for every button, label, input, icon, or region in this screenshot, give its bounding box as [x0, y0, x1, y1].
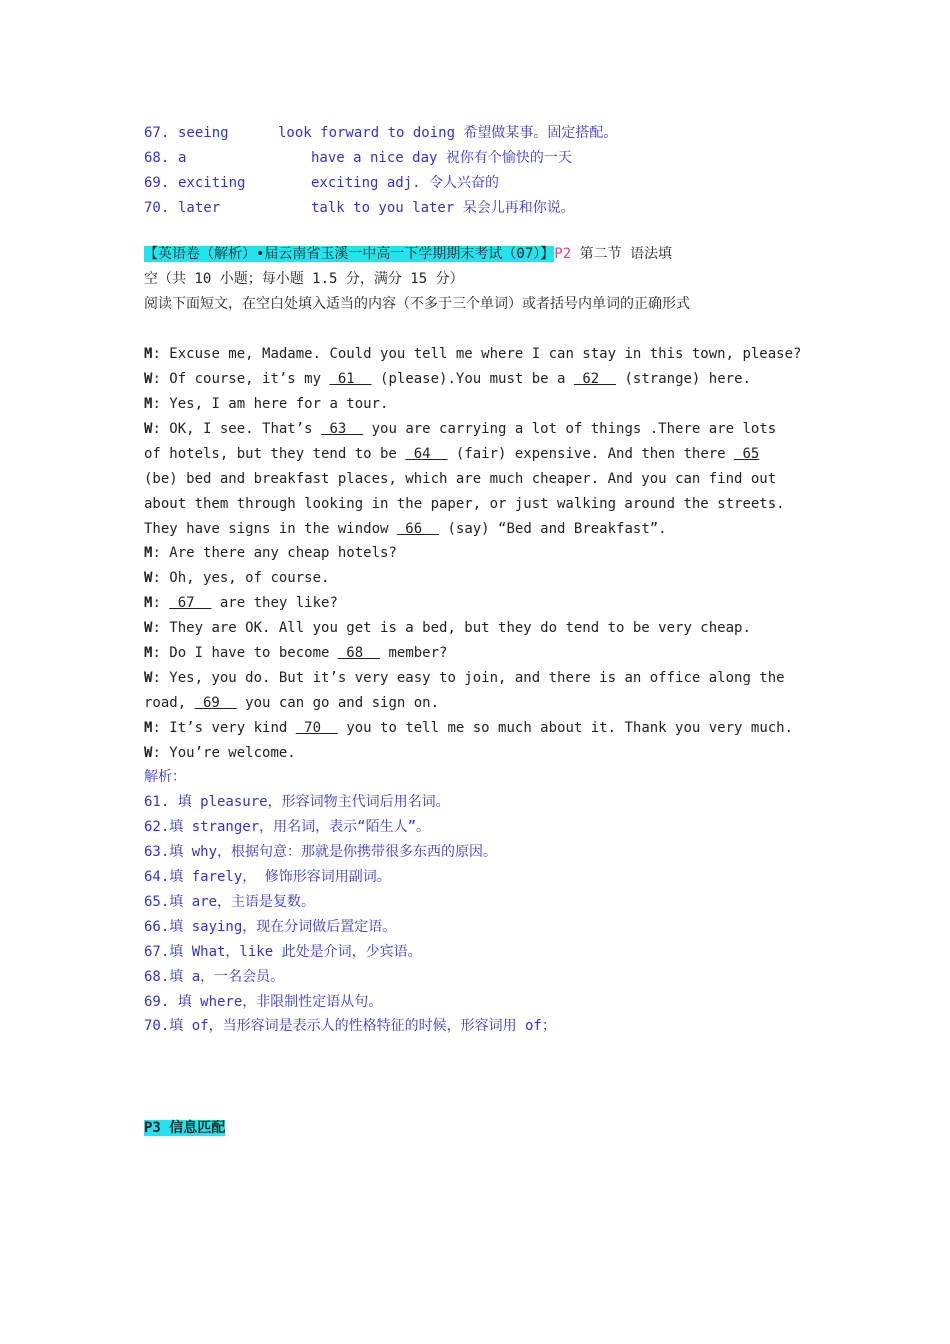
section-heading [144, 243, 672, 265]
dialogue-text: : [152, 595, 170, 611]
dialogue-text: : You’re welcome. [152, 745, 296, 761]
page-ref: P2 [554, 246, 572, 262]
dialogue-text: road, [144, 695, 195, 711]
dialogue-line [144, 667, 785, 689]
analysis-item: 66.填 saying，现在分词做后置定语。 [144, 919, 397, 935]
analysis-item: 64.填 farely， 修饰形容词用副词。 [144, 869, 391, 885]
analysis-item: 63.填 why，根据句意：那就是你携带很多东西的原因。 [144, 844, 497, 860]
dialogue-line [144, 642, 447, 664]
dialogue-line [144, 393, 388, 415]
dialogue-line [144, 692, 439, 714]
dialogue-line [144, 518, 667, 540]
speaker-label: W [144, 421, 153, 437]
analysis-item: 61. 填 pleasure，形容词物主代词后用名词。 [144, 794, 450, 810]
blank-61: 61 [329, 371, 372, 387]
answer-row [144, 197, 575, 219]
dialogue-line [144, 567, 329, 589]
speaker-label: W [144, 745, 153, 761]
answer-word: exciting [178, 175, 246, 191]
speaker-label: W [144, 620, 153, 636]
answer-row [144, 172, 499, 194]
dialogue-text: : Excuse me, Madame. Could you tell me where I can stay in this town, please? [152, 346, 802, 362]
dialogue-text: (strange) here. [616, 371, 751, 387]
section-heading-p3 [144, 1117, 225, 1139]
analysis-item: 68.填 a，一名会员。 [144, 969, 285, 985]
dialogue-line [144, 592, 338, 614]
dialogue-text: : Yes, I am here for a tour. [152, 396, 389, 412]
blank-63: 63 [321, 421, 364, 437]
answer-row [144, 147, 572, 169]
dialogue-text: : Yes, you do. But it’s very easy to join, and there is an office along the [152, 670, 785, 686]
dialogue-line: (be) bed and breakfast places, which are much cheaper. And you can find out [144, 471, 777, 487]
blank-69: 69 [194, 695, 237, 711]
dialogue-text: : They are OK. All you get is a bed, but they do tend to be very cheap. [152, 620, 751, 636]
dialogue-text: : OK, I see. That’s [152, 421, 322, 437]
answer-word: a [178, 150, 187, 166]
blank-62: 62 [573, 371, 617, 387]
speaker-label: W [144, 371, 153, 387]
blank-65: 65 [734, 446, 760, 462]
speaker-label: M [144, 595, 153, 611]
speaker-label: W [144, 570, 153, 586]
dialogue-text: are they like? [211, 595, 338, 611]
dialogue-text: (fair) expensive. And then there [447, 446, 735, 462]
dialogue-text: you to tell me so much about it. Thank you very much. [337, 720, 794, 736]
dialogue-line [144, 742, 296, 764]
answer-number: 69. [144, 175, 170, 191]
blank-68: 68 [337, 645, 381, 661]
answer-number: 70. [144, 200, 170, 216]
dialogue-line [144, 418, 776, 440]
dialogue-text: : It’s very kind [152, 720, 296, 736]
blank-67: 67 [169, 595, 212, 611]
speaker-label: M [144, 720, 153, 736]
p3-heading: P3 信息匹配 [144, 1120, 226, 1136]
dialogue-line [144, 617, 751, 639]
dialogue-text: : Oh, yes, of course. [152, 570, 330, 586]
answer-tip: exciting adj. 令人兴奋的 [311, 175, 500, 191]
dialogue-text: (please).You must be a [371, 371, 574, 387]
analysis-item: 67.填 What，like 此处是介词，少宾语。 [144, 944, 422, 960]
dialogue-line [144, 542, 397, 564]
answer-row [144, 122, 617, 144]
dialogue-text: : Do I have to become [152, 645, 338, 661]
dialogue-text: you can go and sign on. [236, 695, 440, 711]
analysis-item: 65.填 are，主语是复数。 [144, 894, 316, 910]
analysis-item: 69. 填 where，非限制性定语从句。 [144, 994, 383, 1010]
dialogue-text: of hotels, but they tend to be [144, 446, 406, 462]
analysis-item: 70.填 of，当形容词是表示人的性格特征的时候，形容词用 of； [144, 1018, 556, 1034]
speaker-label: M [144, 396, 153, 412]
dialogue-line: about them through looking in the paper, or just walking around the streets. [144, 496, 785, 512]
dialogue-text: member? [380, 645, 448, 661]
speaker-label: M [144, 346, 153, 362]
answer-word: later [178, 200, 221, 216]
speaker-label: M [144, 545, 153, 561]
section-instruction: 阅读下面短文，在空白处填入适当的内容（不多于三个单词）或者括号内单词的正确形式 [144, 296, 690, 312]
dialogue-text: They have signs in the window [144, 521, 397, 537]
analysis-item: 62.填 stranger，用名词，表示“陌生人”。 [144, 819, 431, 835]
dialogue-text: : Of course, it’s my [152, 371, 330, 387]
analysis-label: 解析： [144, 769, 186, 785]
speaker-label: M [144, 645, 153, 661]
dialogue-line [144, 368, 751, 390]
blank-66: 66 [396, 521, 440, 537]
answer-word: seeing [178, 125, 229, 141]
answer-tip: have a nice day 祝你有个愉快的一天 [311, 150, 572, 166]
dialogue-text: : Are there any cheap hotels? [152, 545, 397, 561]
dialogue-line [144, 443, 759, 465]
blank-70: 70 [295, 720, 338, 736]
section-title: 第二节 语法填 [571, 246, 673, 262]
dialogue-line [144, 717, 793, 739]
dialogue-text: (say) “Bed and Breakfast”. [439, 521, 667, 537]
answer-number: 68. [144, 150, 170, 166]
speaker-label: W [144, 670, 153, 686]
section-tag: 【英语卷（解析）•届云南省玉溪一中高一下学期期末考试（07）】 [144, 246, 555, 262]
answer-tip: look forward to doing 希望做某事。固定搭配。 [278, 125, 618, 141]
answer-number: 67. [144, 125, 170, 141]
dialogue-text: you are carrying a lot of things .There are lots [363, 421, 777, 437]
blank-64: 64 [405, 446, 448, 462]
section-subtitle: 空（共 10 小题；每小题 1.5 分，满分 15 分） [144, 271, 464, 287]
dialogue-line [144, 343, 801, 365]
answer-tip: talk to you later 呆会儿再和你说。 [311, 200, 575, 216]
